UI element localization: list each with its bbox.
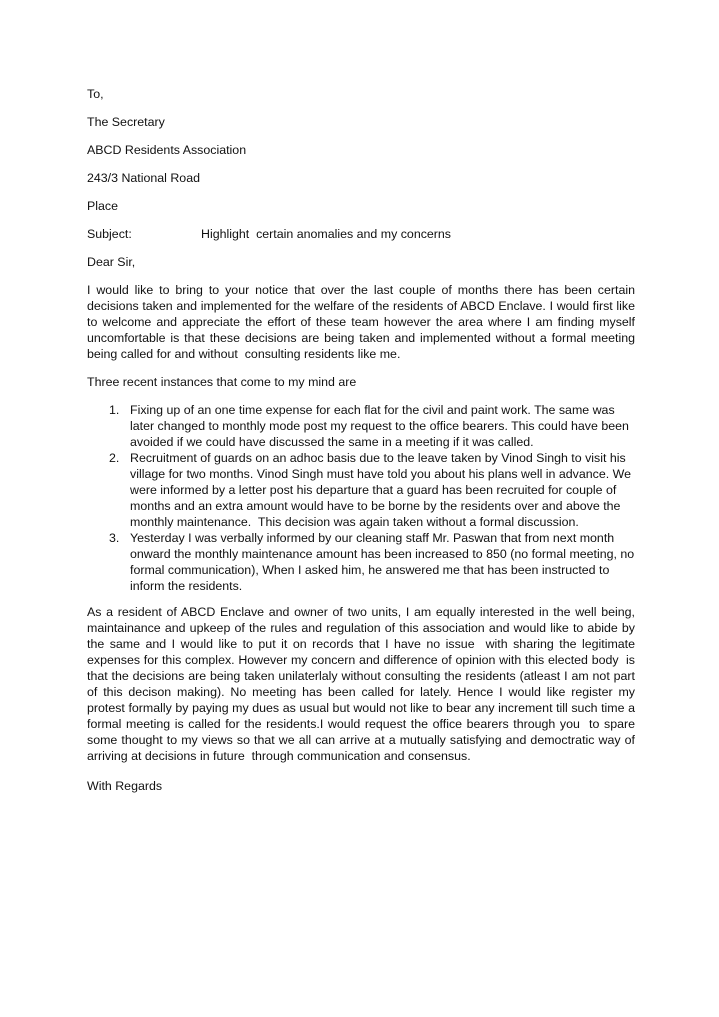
list-item bbox=[87, 402, 635, 450]
recipient-place: Place bbox=[87, 199, 118, 213]
instances-intro: Three recent instances that come to my mind are bbox=[87, 375, 357, 389]
list-item-text: Fixing up of an one time expense for each flat for the civil and paint work. The same was later changed to monthly mode post my request to the office bearers. This could have been avoided if we could have discussed the same in a meeting if it was called. bbox=[130, 403, 633, 449]
instances-list bbox=[87, 402, 638, 594]
list-item bbox=[87, 450, 635, 530]
subject-label: Subject: bbox=[87, 227, 132, 241]
intro-paragraph: I would like to bring to your notice that over the last couple of months there has been certain decisions taken and implemented for the welfare of the residents of ABCD Enclave. I would first like to welcome and appreciate the effort of these team however the area where I am finding myself uncomfortable is that these decisions are being taken and implemented without a formal meeting being called for and without consulting residents like me. bbox=[87, 283, 639, 361]
recipient-address: 243/3 National Road bbox=[87, 171, 200, 185]
list-item-number: 1. bbox=[109, 403, 120, 417]
sign-off: With Regards bbox=[87, 779, 163, 793]
list-item bbox=[87, 530, 638, 594]
recipient-organization: ABCD Residents Association bbox=[87, 143, 247, 157]
salutation-to: To, bbox=[87, 87, 104, 101]
list-item-number: 2. bbox=[109, 451, 120, 465]
subject-text: Highlight certain anomalies and my concerns bbox=[201, 227, 452, 241]
list-item-number: 3. bbox=[109, 531, 120, 545]
list-item-text: Recruitment of guards on an adhoc basis due to the leave taken by Vinod Singh to visit his village for two months. Vinod Singh must have told you about his plans well in advance. We were informed by a letter post his departure that a guard has been recruited for couple of months and an extra amount would have to be borne by the residents over and above the monthly maintenance. This decision was again taken without a formal discussion. bbox=[130, 451, 635, 529]
greeting: Dear Sir, bbox=[87, 255, 136, 269]
closing-paragraph: As a resident of ABCD Enclave and owner of two units, I am equally interested in the well being, maintainance and upkeep of the rules and regulation of this association and would like to abide by the same and I would like to put it on records that I have no issue with sharing the legitimate expenses for this complex. However my concern and difference of opinion with this elected body is that the decisions are being taken unilaterlaly without consulting the residents (atleast I am not part of this decison making). No meeting has been called for lately. Hence I would like register my protest formally by paying my dues as usual but would not like to bear any increment till such time a formal meeting is called for the residents.I would request the office bearers through you to spare some thought to my views so that we all can arrive at a mutually satisfying and democtratic way of arriving at decisions in future through communication and consensus. bbox=[87, 605, 639, 763]
list-item-text: Yesterday I was verbally informed by our cleaning staff Mr. Paswan that from next month onward the monthly maintenance amount has been increased to 850 (no formal meeting, no formal communication), When I asked him, he answered me that has been instructed to inform the residents. bbox=[130, 531, 638, 593]
recipient-title: The Secretary bbox=[87, 115, 165, 129]
